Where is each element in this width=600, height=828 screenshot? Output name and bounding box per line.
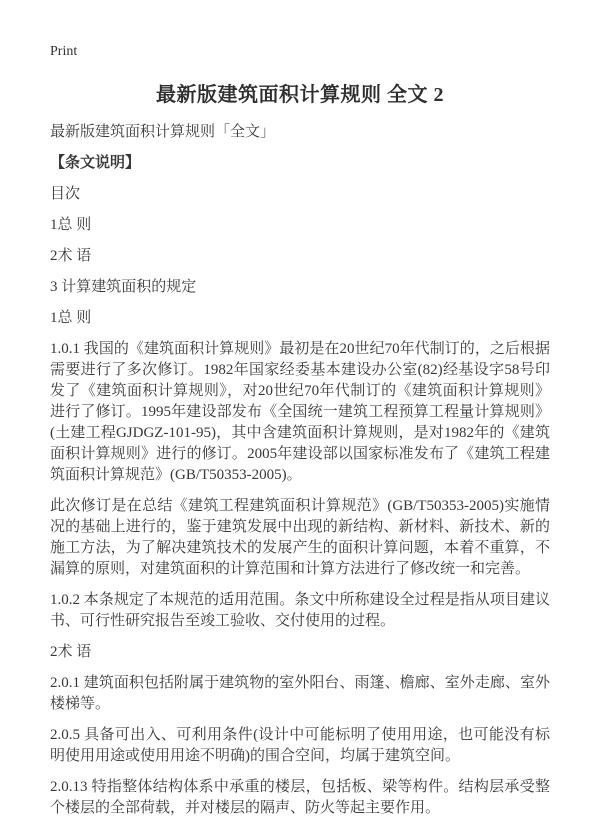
toc-item-rules: 3 计算建筑面积的规定 [50, 279, 197, 295]
print-button[interactable]: Print [50, 44, 78, 59]
paragraph-revision-note: 此次修订是在总结《建筑工程建筑面积计算规范》(GB/T50353-2005)实施情况的基础上进行的，鉴于建筑发展中出现的新结构、新材料、新技术、新的施工方法，为了解决建筑技术的发展产生的面积计算问题，本着不重算，不漏算的原则，对建筑面积的计算范围和计算方法进行了修改统一和完善。 [50, 498, 550, 577]
toc-item-terms: 2术 语 [50, 248, 92, 264]
paragraph-2-0-5: 2.0.5 具备可出入、可利用条件(设计中可能标明了使用用途，也可能没有标明使用用途或使用用途不明确)的围合空间，均属于建筑空间。 [50, 727, 550, 764]
section-heading-terms: 2术 语 [50, 644, 92, 660]
page-title: 最新版建筑面积计算规则 全文 2 [156, 84, 444, 106]
paragraph-2-0-1: 2.0.1 建筑面积包括附属于建筑物的室外阳台、雨篷、檐廊、室外走廊、室外楼梯等。 [50, 675, 550, 712]
doc-subtitle: 最新版建筑面积计算规则「全文」 [50, 124, 276, 140]
section-heading-general: 1总 则 [50, 310, 92, 326]
paragraph-1-0-2: 1.0.2 本条规定了本规范的适用范围。条文中所称建设全过程是指从项目建议书、可行性研究报告至竣工验收、交付使用的过程。 [50, 592, 550, 629]
toc-heading: 目次 [50, 186, 81, 202]
paragraph-2-0-13: 2.0.13 特指整体结构体系中承重的楼层，包括板、梁等构件。结构层承受整个楼层的全部荷载，并对楼层的隔声、防火等起主要作用。 [50, 779, 550, 816]
paragraph-1-0-1: 1.0.1 我国的《建筑面积计算规则》最初是在20世纪70年代制订的，之后根据需要进行了多次修订。1982年国家经委基本建设办公室(82)经基设字58号印发了《建筑面积计算规则》，对20世纪70年代制订的《建筑面积计算规则》进行了修订。1995年建设部发布《全国统一建筑工程预算工程量计算规则》(土建工程GJDGZ-101-95)，其中含建筑面积计算规则，是对1982年的《建筑面积计算规则》进行的修订。2005年建设部以国家标准发布了《建筑工程建筑面积计算规范》(GB/T50353-2005)。 [50, 341, 550, 483]
toc-item-general: 1总 则 [50, 217, 92, 233]
explanation-heading: 【条文说明】 [50, 155, 141, 171]
